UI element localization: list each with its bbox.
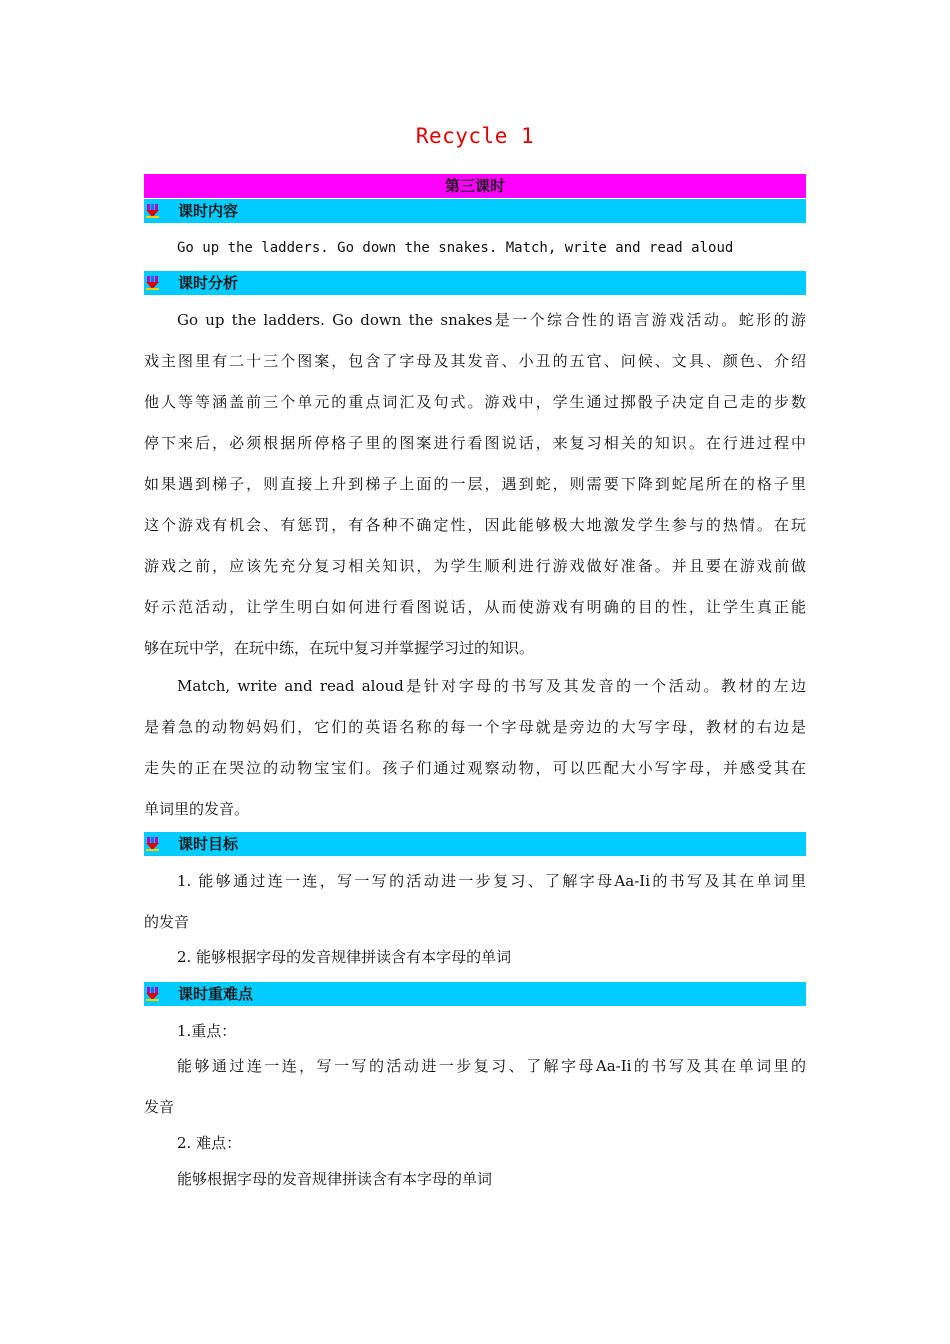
section-heading-label: 课时内容 (178, 202, 239, 220)
analysis-paragraph-line: 这个游戏有机会、有惩罚，有各种不确定性，因此能够极大地激发学生参与的热情。在玩 (144, 516, 806, 534)
analysis-paragraph-line: 走失的正在哭泣的动物宝宝们。孩子们通过观察动物，可以匹配大小写字母，并感受其在 (144, 759, 806, 777)
goal-line: 1. 能够通过连一连，写一写的活动进一步复习、了解字母Aa-Ii的书写及其在单词里 (177, 872, 806, 890)
section-heading-label: 课时分析 (178, 274, 239, 292)
section-content-heading (144, 199, 806, 223)
analysis-paragraph-line: Match, write and read aloud是针对字母的书写及其发音的一个活动。教材的左边 (177, 677, 806, 695)
document-title: Recycle 1 (415, 124, 535, 148)
key-point-line: 1.重点： (177, 1022, 237, 1040)
analysis-paragraph-line: 好示范活动，让学生明白如何进行看图说话，从而使游戏有明确的目的性，让学生真正能 (144, 598, 806, 616)
section-heading-label: 课时重难点 (178, 985, 254, 1003)
key-point-line: 2. 难点： (177, 1134, 242, 1152)
analysis-paragraph-line: Go up the ladders. Go down the snakes是一个综合性的语言游戏活动。蛇形的游 (177, 311, 806, 329)
key-point-line: 能够根据字母的发音规律拼读含有本字母的单词 (177, 1170, 493, 1188)
section-goals-heading (144, 832, 806, 856)
section-key-points-heading (144, 982, 806, 1006)
analysis-paragraph-line: 如果遇到梯子，则直接上升到梯子上面的一层，遇到蛇，则需要下降到蛇尾所在的格子里 (144, 475, 806, 493)
down-arrow-bullet-icon (146, 987, 159, 1001)
down-arrow-bullet-icon (146, 276, 159, 290)
goal-line: 的发音 (144, 913, 190, 931)
section-heading-label: 课时目标 (178, 835, 239, 853)
analysis-paragraph-line: 是着急的动物妈妈们，它们的英语名称的每一个字母就是旁边的大写字母，教材的右边是 (144, 718, 806, 736)
analysis-paragraph-line: 他人等等涵盖前三个单元的重点词汇及句式。游戏中，学生通过掷骰子决定自己走的步数 (144, 393, 806, 411)
analysis-paragraph-line: 单词里的发音。 (144, 800, 250, 818)
down-arrow-bullet-icon (146, 837, 159, 851)
analysis-paragraph-line: 戏主图里有二十三个图案，包含了字母及其发音、小丑的五官、问候、文具、颜色、介绍 (144, 352, 806, 370)
analysis-paragraph-line: 游戏之前，应该先充分复习相关知识，为学生顺利进行游戏做好准备。并且要在游戏前做 (144, 557, 806, 575)
analysis-paragraph-line: 停下来后，必须根据所停格子里的图案进行看图说话，来复习相关的知识。在行进过程中 (144, 434, 806, 452)
key-point-line: 能够通过连一连，写一写的活动进一步复习、了解字母Aa-Ii的书写及其在单词里的 (177, 1057, 806, 1075)
analysis-paragraph-line: 够在玩中学，在玩中练，在玩中复习并掌握学习过的知识。 (144, 639, 535, 657)
lesson-label-bar: 第三课时 (144, 174, 806, 198)
section-analysis-heading (144, 271, 806, 295)
content-line: Go up the ladders. Go down the snakes. Match, write and read aloud (177, 240, 734, 256)
goal-line: 2. 能够根据字母的发音规律拼读含有本字母的单词 (177, 948, 512, 966)
key-point-line: 发音 (144, 1098, 175, 1116)
down-arrow-bullet-icon (146, 204, 159, 218)
